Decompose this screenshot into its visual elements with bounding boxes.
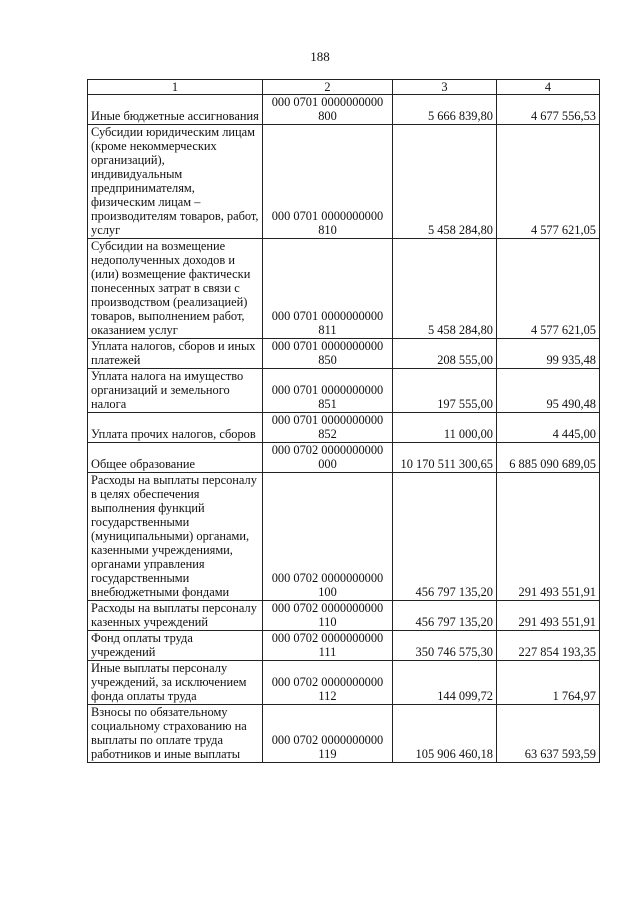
column-header-2: 2 (263, 80, 393, 95)
amount-col4-cell: 1 764,97 (497, 661, 600, 705)
amount-col3-cell: 11 000,00 (393, 413, 497, 443)
row-name-cell: Субсидии на возмещение недополученных доходов и (или) возмещение фактически понесенных затрат в связи с производством (реализацией) товаров, выполнением работ, оказанием услуг (88, 239, 263, 339)
column-header-3: 3 (393, 80, 497, 95)
amount-col3-cell: 456 797 135,20 (393, 473, 497, 601)
amount-col4-cell: 291 493 551,91 (497, 473, 600, 601)
table-header (88, 80, 600, 95)
amount-col3-cell: 208 555,00 (393, 339, 497, 369)
table-row (88, 369, 600, 413)
row-name-cell: Расходы на выплаты персоналу казенных учреждений (88, 601, 263, 631)
amount-col3-cell: 5 458 284,80 (393, 125, 497, 239)
row-name-cell: Фонд оплаты труда учреждений (88, 631, 263, 661)
budget-code-cell: 000 0701 0000000000 811 (263, 239, 393, 339)
budget-code-cell: 000 0702 0000000000 119 (263, 705, 393, 763)
amount-col3-cell: 144 099,72 (393, 661, 497, 705)
table-row (88, 413, 600, 443)
row-name-cell: Расходы на выплаты персоналу в целях обеспечения выполнения функций государственными (муниципальными) органами, казенными учреждениями, органами управления государственными внебюджетными фондами (88, 473, 263, 601)
header-row (88, 80, 600, 95)
budget-code-cell: 000 0702 0000000000 111 (263, 631, 393, 661)
table-row (88, 661, 600, 705)
amount-col4-cell: 99 935,48 (497, 339, 600, 369)
budget-code-cell: 000 0702 0000000000 112 (263, 661, 393, 705)
budget-code-cell: 000 0701 0000000000 852 (263, 413, 393, 443)
row-name-cell: Иные выплаты персоналу учреждений, за исключением фонда оплаты труда (88, 661, 263, 705)
budget-code-cell: 000 0701 0000000000 800 (263, 95, 393, 125)
row-name-cell: Иные бюджетные ассигнования (88, 95, 263, 125)
table-row (88, 473, 600, 601)
amount-col4-cell: 4 677 556,53 (497, 95, 600, 125)
amount-col4-cell: 63 637 593,59 (497, 705, 600, 763)
amount-col4-cell: 4 577 621,05 (497, 239, 600, 339)
table-row (88, 239, 600, 339)
table-row (88, 443, 600, 473)
amount-col3-cell: 5 666 839,80 (393, 95, 497, 125)
table-body (88, 95, 600, 763)
amount-col3-cell: 197 555,00 (393, 369, 497, 413)
row-name-cell: Взносы по обязательному социальному страхованию на выплаты по оплате труда работников и иные выплаты (88, 705, 263, 763)
amount-col3-cell: 5 458 284,80 (393, 239, 497, 339)
row-name-cell: Общее образование (88, 443, 263, 473)
budget-code-cell: 000 0701 0000000000 850 (263, 339, 393, 369)
amount-col4-cell: 4 445,00 (497, 413, 600, 443)
budget-code-cell: 000 0701 0000000000 851 (263, 369, 393, 413)
table-row (88, 631, 600, 661)
table-row (88, 95, 600, 125)
budget-code-cell: 000 0702 0000000000 000 (263, 443, 393, 473)
page-number: 188 (310, 49, 330, 64)
row-name-cell: Уплата налогов, сборов и иных платежей (88, 339, 263, 369)
table-row (88, 705, 600, 763)
budget-code-cell: 000 0701 0000000000 810 (263, 125, 393, 239)
amount-col3-cell: 105 906 460,18 (393, 705, 497, 763)
column-header-1: 1 (88, 80, 263, 95)
amount-col4-cell: 227 854 193,35 (497, 631, 600, 661)
column-header-4: 4 (497, 80, 600, 95)
amount-col4-cell: 291 493 551,91 (497, 601, 600, 631)
budget-code-cell: 000 0702 0000000000 100 (263, 473, 393, 601)
table-row (88, 125, 600, 239)
budget-table (87, 79, 600, 763)
amount-col3-cell: 350 746 575,30 (393, 631, 497, 661)
amount-col4-cell: 95 490,48 (497, 369, 600, 413)
row-name-cell: Уплата налога на имущество организаций и земельного налога (88, 369, 263, 413)
table-row (88, 601, 600, 631)
amount-col3-cell: 10 170 511 300,65 (393, 443, 497, 473)
budget-code-cell: 000 0702 0000000000 110 (263, 601, 393, 631)
amount-col4-cell: 4 577 621,05 (497, 125, 600, 239)
row-name-cell: Уплата прочих налогов, сборов (88, 413, 263, 443)
amount-col3-cell: 456 797 135,20 (393, 601, 497, 631)
amount-col4-cell: 6 885 090 689,05 (497, 443, 600, 473)
row-name-cell: Субсидии юридическим лицам (кроме некоммерческих организаций), индивидуальным предпринимателям, физическим лицам – производителям товаров, работ, услуг (88, 125, 263, 239)
table-row (88, 339, 600, 369)
